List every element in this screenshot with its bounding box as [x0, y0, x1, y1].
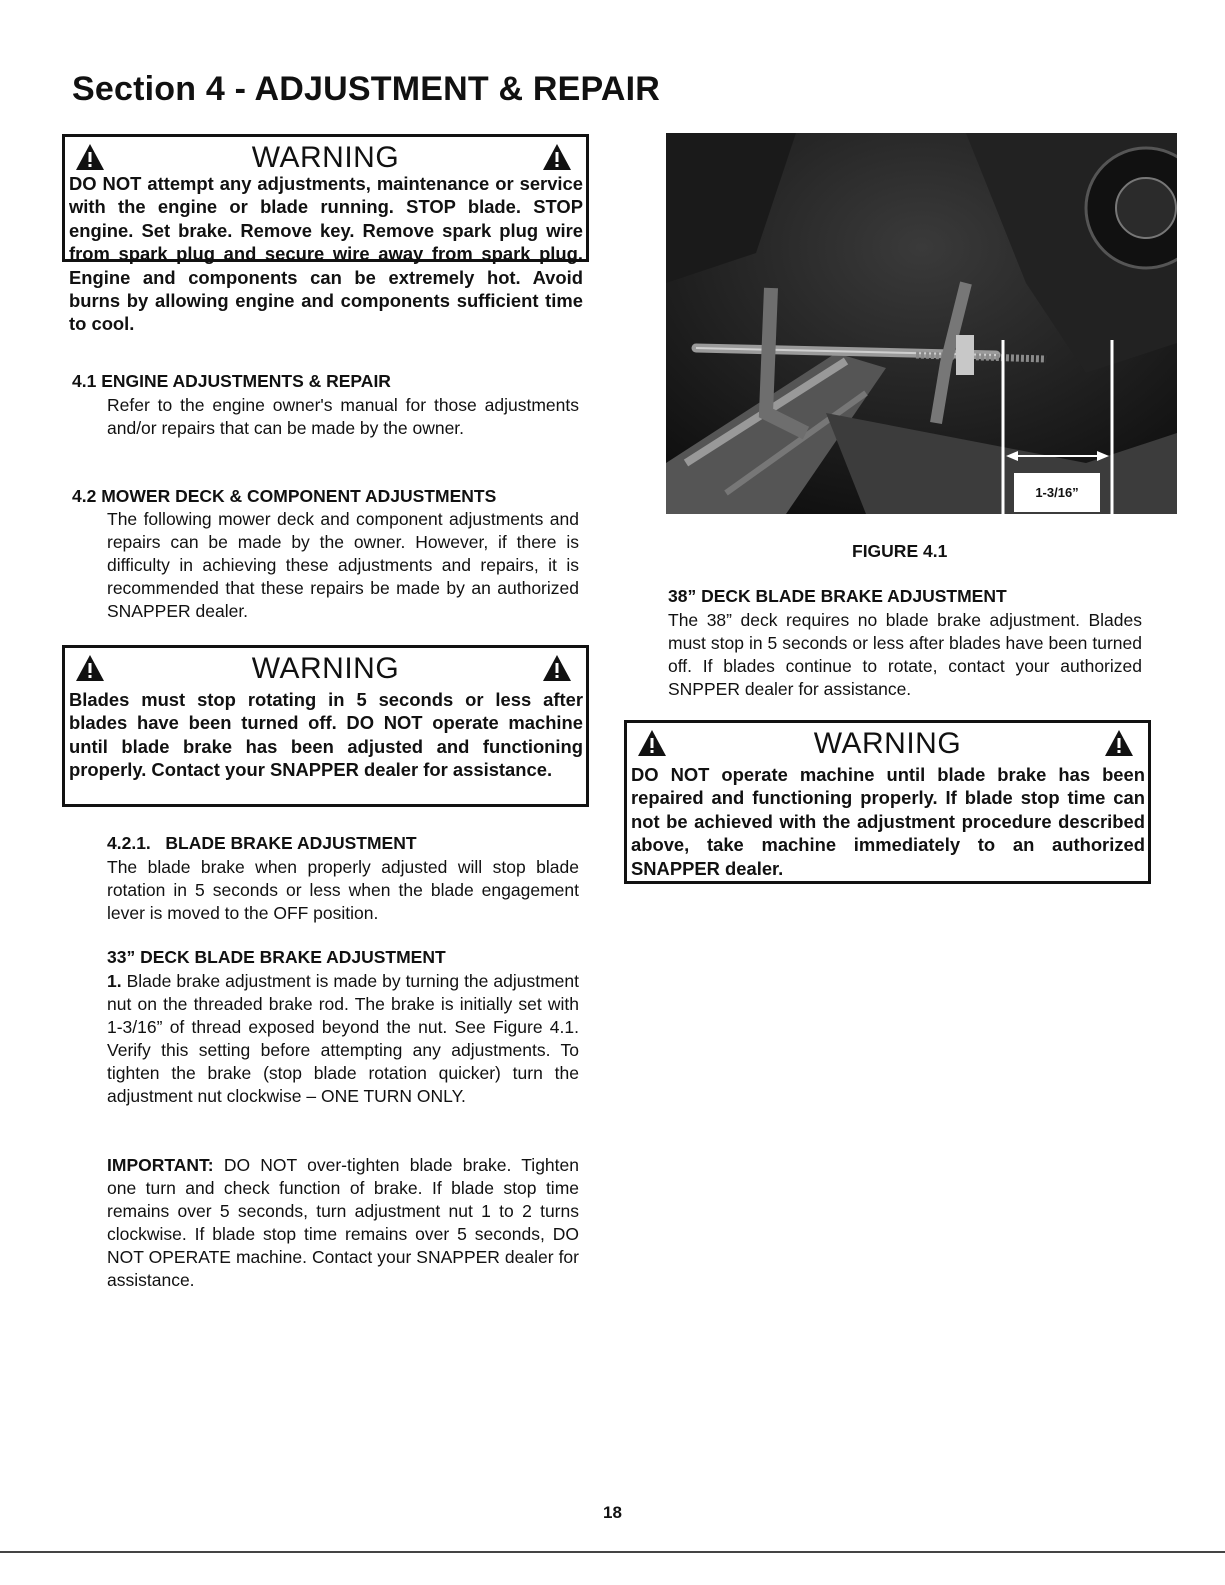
warning-triangle-icon — [1104, 729, 1134, 757]
section-heading-4-2: 4.2 MOWER DECK & COMPONENT ADJUSTMENTS — [72, 486, 497, 506]
warning-triangle-icon — [542, 143, 572, 171]
important-note — [107, 1154, 579, 1292]
warning-header — [627, 723, 1148, 761]
figure-caption: FIGURE 4.1 — [852, 541, 948, 561]
deck-38-heading: 38” DECK BLADE BRAKE ADJUSTMENT — [668, 586, 1007, 606]
dimension-label: 1-3/16” — [1035, 485, 1079, 500]
warning-box-engine — [62, 134, 589, 335]
page-number: 18 — [603, 1503, 622, 1522]
page-title: Section 4 - ADJUSTMENT & REPAIR — [72, 70, 661, 108]
section-text-4-2: The following mower deck and component adjustments and repairs can be made by the owner. However, if there is difficulty in achieving these adjustments and repairs, it is recommended that these repairs be made by an authorized SNAPPER dealer. — [107, 509, 579, 621]
page-bottom-rule — [0, 1551, 1225, 1553]
deck-33-step-1 — [107, 970, 579, 1108]
warning-header — [65, 137, 586, 175]
warning-header — [65, 648, 586, 686]
section-heading-4-2-1: 4.2.1. BLADE BRAKE ADJUSTMENT — [107, 833, 417, 853]
warning-title: WARNING — [251, 652, 400, 685]
warning-text: DO NOT attempt any adjustments, maintenance or service with the engine or blade running. STOP blade. STOP engine. Set brake. Remove key. Remove spark plug wire from spark plug and secure wire away from spark plug. Engine and components can be extremely hot. Avoid burns by allowing engine and components sufficient time to cool. — [69, 173, 583, 335]
warning-box-repair — [624, 720, 1151, 884]
step-number: 1. — [107, 971, 122, 991]
important-label: IMPORTANT: — [107, 1155, 214, 1175]
brake-rod-photo — [666, 133, 1177, 514]
warning-triangle-icon — [542, 654, 572, 682]
warning-title: WARNING — [251, 141, 400, 174]
warning-title: WARNING — [813, 727, 962, 760]
step-text: Blade brake adjustment is made by turning the adjustment nut on the threaded brake rod. The brake is initially set with 1-3/16” of thread exposed beyond the nut. See Figure 4.1. Verify this setting before attempting any adjustments. To tighten the brake (stop blade rotation quicker) turn the adjustment nut clockwise – ONE TURN ONLY. — [107, 971, 579, 1106]
section-text-4-2-1: The blade brake when properly adjusted will stop blade rotation in 5 seconds or less when the blade engagement lever is moved to the OFF position. — [107, 857, 579, 923]
figure-4-1-photo — [666, 133, 1177, 514]
section-heading-4-1: 4.1 ENGINE ADJUSTMENTS & REPAIR — [72, 371, 391, 391]
section-text-4-1: Refer to the engine owner's manual for those adjustments and/or repairs that can be made by the owner. — [107, 395, 579, 438]
warning-text: DO NOT operate machine until blade brake has been repaired and functioning properly. If blade stop time can not be achieved with the adjustment procedure described above, take machine immediately to an authorized SNAPPER dealer. — [631, 764, 1145, 879]
deck-33-heading: 33” DECK BLADE BRAKE ADJUSTMENT — [107, 947, 446, 967]
important-text: DO NOT over-tighten blade brake. Tighten one turn and check function of brake. If blade stop time remains over 5 seconds, turn adjustment nut 1 to 2 turns clockwise. If blade stop time remains over 5 seconds, DO NOT OPERATE machine. Contact your SNAPPER dealer for assistance. — [107, 1155, 579, 1290]
warning-text: Blades must stop rotating in 5 seconds or less after blades have been turned off. DO NOT operate machine until blade brake has been adjusted and functioning properly. Contact your SNAPPER dealer for assistance. — [69, 689, 583, 781]
deck-38-text: The 38” deck requires no blade brake adjustment. Blades must stop in 5 seconds or less after blades have been turned off. If blades continue to rotate, contact your authorized SNPPER dealer for assistance. — [668, 610, 1142, 699]
warning-box-blades — [62, 645, 589, 807]
